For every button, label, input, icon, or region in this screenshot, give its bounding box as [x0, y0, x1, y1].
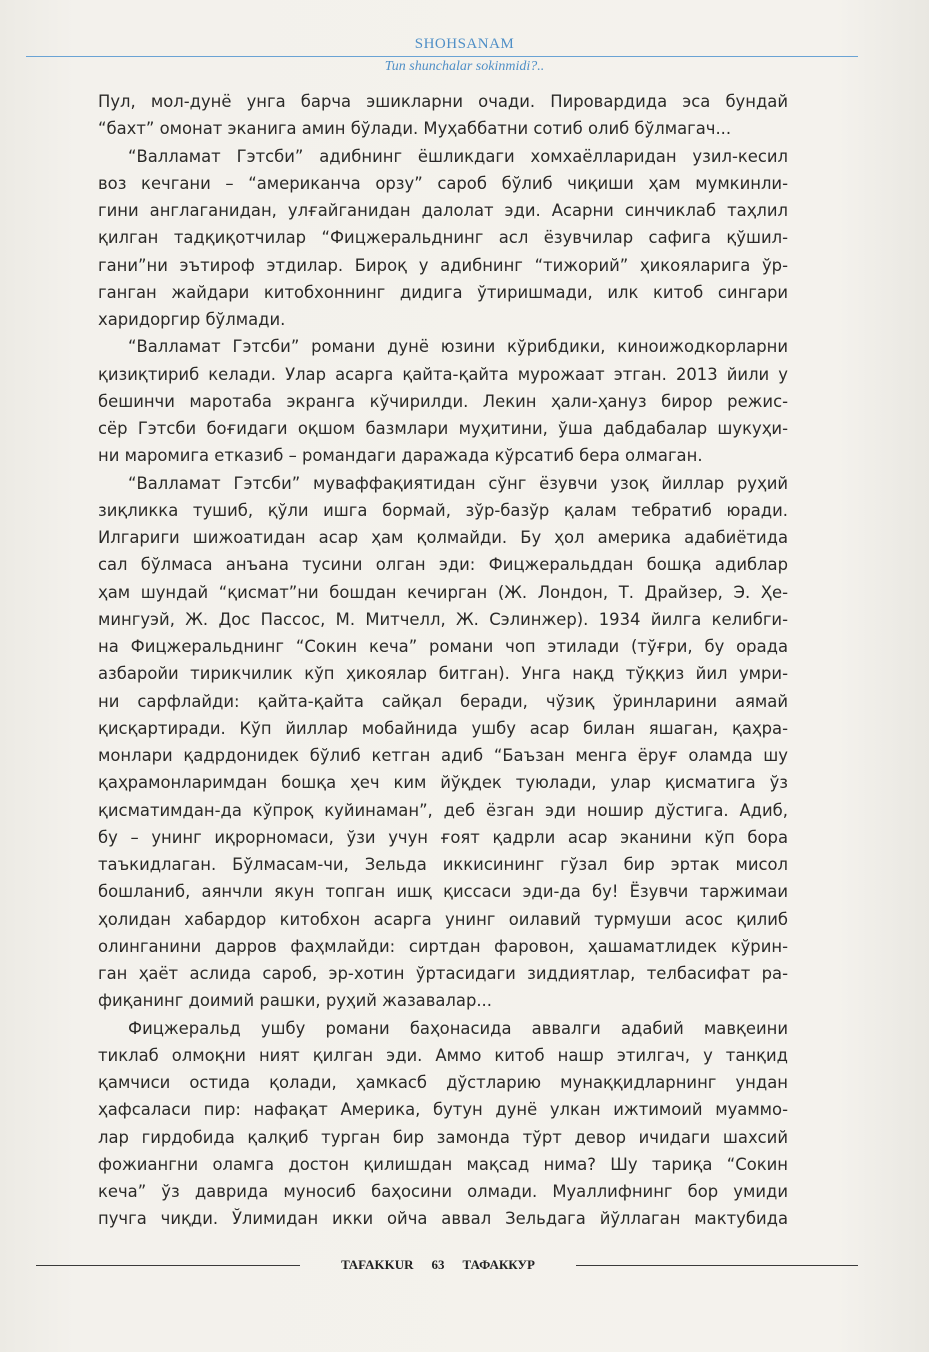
text-line: қилган тадқиқотчилар “Фицжеральднинг асл ёзувчилар сафига қўшил- [98, 228, 788, 248]
footer-magazine-cyrillic: ТАФАККУР [462, 1257, 535, 1272]
header-divider [26, 56, 858, 57]
text-line: ни маромига етказиб – романдаги даражада кўрсатиб бера олмаган. [98, 446, 703, 466]
text-line: “Валламат Гэтсби” адибнинг ёшликдаги хомхаёлларидан узил-кесил [128, 146, 788, 166]
text-line: пучга чиқди. Ўлимидан икки ойча аввал Зельдага йўллаган мактубида [98, 1209, 788, 1229]
text-line: сёр Гэтсби боғидаги оқшом базмлари муҳитини, ўша дабдабалар шукуҳи- [98, 419, 788, 438]
page-footer [0, 1254, 929, 1278]
text-line: қамчиси остида қолади, ҳамкасб дўстларию мунаққидларнинг ундан [98, 1073, 788, 1092]
text-line: лар гирдобида қалқиб турган бир замонда тўрт девор ичидаги шахсий [98, 1127, 788, 1147]
text-line: мингуэй, Ж. Дос Пассос, М. Митчелл, Ж. Сэлинжер). 1934 йилга келибги- [98, 609, 788, 629]
text-line: қаҳрамонларимдан бошқа ҳеч ким йўқдек туюлади, улар қисматига ўз [98, 773, 788, 793]
text-line: қизиқтириб келади. Улар асарга қайта-қайта мурожаат этган. 2013 йили у [98, 364, 788, 384]
text-line: қисматимдан-да кўпроқ куйинаман”, деб ёзган эди ношир дўстига. Адиб, [98, 800, 788, 820]
text-line: воз кечгани – “американча орзу” сароб бўлиб чиқиши ҳам мумкинли- [98, 173, 788, 193]
text-line: ҳолидан хабардор китобхон асарга унинг оилавий турмуши асос қилиб [98, 909, 788, 929]
text-line: “бахт” омонат эканига амин бўлади. Муҳаббатни сотиб олиб бўлмагач... [98, 119, 732, 139]
footer-rule-left [36, 1265, 300, 1266]
text-line: “Валламат Гэтсби” романи дунё юзини кўрибдики, киноижодкорларни [128, 337, 788, 357]
footer-label-group [300, 1254, 576, 1276]
text-line: азбаройи тирикчилик кўп ҳикоялар битган). Унга нақд тўққиз йил умри- [98, 664, 788, 684]
text-line: гани”ни эътироф этдилар. Бироқ у адибнинг “тижорий” ҳикояларига ўр- [98, 255, 788, 275]
text-line: ни сарфлайди: қайта-қайта сайқал беради, чўзиқ ўринларини аямай [98, 691, 788, 711]
text-line: бошланиб, аянчли якун топган ишқ қиссаси эди-да бу! Ёзувчи таржимаи [98, 882, 788, 902]
text-line: харидоргир бўлмади. [98, 310, 286, 329]
text-line: Илгариги шижоатидан асар ҳам қолмайди. Бу ҳол америка адабиётида [98, 528, 788, 547]
text-line: ҳам шундай “қисмат”ни бошдан кечирган (Ж. Лондон, Т. Драйзер, Э. Ҳе- [98, 582, 788, 602]
text-line: фиқанинг доимий рашки, руҳий жазавалар... [98, 991, 492, 1011]
text-line: ганган жайдари китобхоннинг дидига ўтиришмади, илк китоб сингари [98, 282, 788, 302]
text-line: таъкидлаган. Бўлмасам-чи, Зельда иккисининг гўзал бир эртак мисол [98, 855, 788, 874]
text-line: кеча” ўз даврида муносиб баҳосини олмади. Муаллифнинг бор умиди [98, 1182, 788, 1201]
running-header-subtitle: Tun shunchalar sokinmidi?.. [384, 59, 545, 74]
text-line: ҳафсаласи пир: нафақат Америка, бутун дунё улкан ижтимоий муаммо- [98, 1100, 788, 1120]
text-line: на Фицжеральднинг “Сокин кеча” романи чоп этилади (тўғри, бу орада [98, 637, 788, 656]
text-line: гини англаганидан, улғайганидан далолат эди. Асарни синчиклаб таҳлил [98, 201, 788, 220]
text-line: қисқартиради. Кўп йиллар мобайнида ушбу асар билан яшаган, қаҳра- [98, 718, 788, 738]
text-line: “Валламат Гэтсби” муваффақиятидан сўнг ёзувчи узоқ йиллар руҳий [128, 473, 788, 493]
page-number: 63 [431, 1257, 445, 1272]
text-line: олинганини дарров фаҳмлайди: сиртдан фаровон, ҳашаматлидек кўрин- [98, 936, 788, 956]
article-body [98, 88, 788, 1233]
footer-rule-right [576, 1265, 858, 1266]
text-line: ган ҳаёт аслида сароб, эр-хотин ўртасидаги зиддиятлар, телбасифат ра- [98, 964, 788, 983]
text-line: тиклаб олмоқни ният қилган эди. Аммо китоб нашр этилгач, у танқид [98, 1045, 788, 1065]
text-line: сал бўлмаса анъана тусини олган эди: Фицжеральддан бошқа адиблар [98, 555, 788, 575]
text-line: бешинчи маротаба экранга кўчирилди. Лекин ҳали-ҳануз бирор режис- [98, 391, 788, 411]
text-line: зиқликка тушиб, қўли ишга бормай, зўр-базўр қалам тебратиб юради. [98, 500, 788, 520]
text-line: монлари қадрдонидек бўлиб кетган адиб “Баъзан менга ёруғ оламда шу [98, 746, 788, 765]
footer-magazine-latin: TAFAKKUR [341, 1257, 414, 1272]
text-line: бу – унинг иқрорномаси, ўзи учун ғоят қадрли асар эканини кўп бора [98, 827, 788, 847]
text-line: Фицжеральд ушбу романи баҳонасида аввалги адабий мавқеини [128, 1018, 788, 1038]
text-line: Пул, мол-дунё унга барча эшикларни очади. Пировардида эса бундай [98, 92, 788, 111]
running-header-title: SHOHSANAM [414, 36, 515, 52]
text-line: фожиангни оламга достон қилишдан мақсад нима? Шу тариқа “Сокин [98, 1154, 788, 1174]
